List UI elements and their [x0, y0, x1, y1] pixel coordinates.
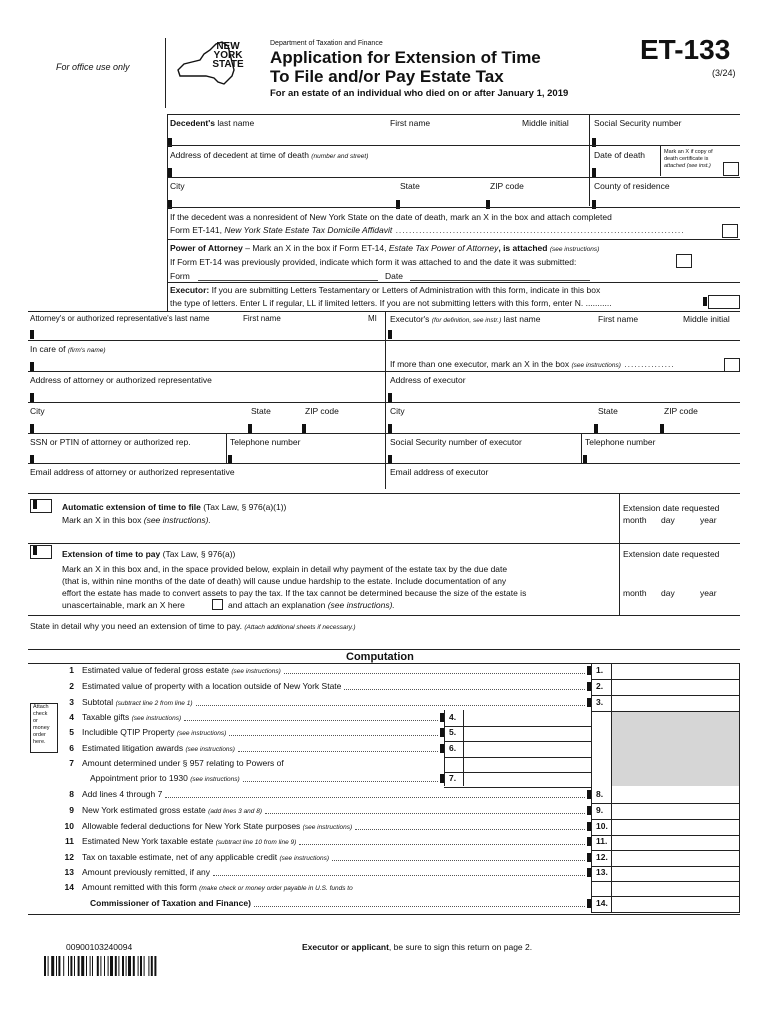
poa-checkbox[interactable] — [676, 254, 692, 268]
decedent-zip-label: ZIP code — [490, 181, 524, 191]
unascertainable-checkbox[interactable] — [212, 599, 223, 610]
nonresident-line2: Form ET-141, New York State Estate Tax Domicile Affidavit ...................................................................................... — [170, 225, 685, 235]
barcode-bar — [126, 956, 127, 976]
executor-first-name-label: First name — [598, 314, 639, 324]
computation-line — [58, 898, 251, 908]
attorney-zip-label: ZIP code — [305, 406, 339, 416]
barcode-bar — [74, 956, 75, 976]
line-note: (add lines 3 and 8) — [208, 808, 262, 815]
amount-input-line-14[interactable] — [613, 897, 737, 911]
attorney-first-name-label: First name — [243, 314, 281, 323]
barcode-bar — [138, 956, 139, 976]
amount-input-line-12[interactable] — [613, 851, 737, 865]
amount-input-line-10[interactable] — [613, 820, 737, 834]
line-number: 11 — [65, 836, 74, 846]
executor-zip-label: ZIP code — [664, 406, 698, 416]
barcode-bar — [86, 956, 87, 976]
form-number: ET-133 — [640, 34, 731, 65]
dot-leader — [332, 860, 585, 861]
form-subtitle: For an estate of an individual who died on or after January 1, 2019 — [270, 88, 569, 99]
line-note: (make check or money order payable in U.S. funds to — [199, 885, 353, 892]
barcode-bar — [81, 956, 84, 976]
amount-input-line-8[interactable] — [613, 788, 737, 802]
letters-type-input[interactable] — [708, 295, 740, 309]
line-text: Appointment prior to 1930 — [90, 773, 191, 783]
line-box-number: 2. — [596, 681, 604, 691]
barcode-bar — [100, 956, 101, 976]
extension-pay-line3: effort the estate has made to convert assets to pay the tax. If the tax cannot be determined because the size of the estate is — [62, 588, 527, 598]
barcode-bar — [144, 956, 145, 976]
dot-leader — [265, 813, 585, 814]
line-text: Amount remitted with this form — [82, 882, 200, 892]
dot-leader — [299, 844, 585, 845]
extension-pay-date-label: Extension date requested — [623, 549, 720, 559]
barcode-bar — [48, 956, 49, 976]
dot-leader — [284, 673, 585, 674]
computation-line — [58, 681, 341, 691]
field-marker — [587, 822, 591, 831]
executor-ssn-label: Social Security number of executor — [390, 437, 522, 447]
barcode-bar — [92, 956, 93, 976]
line-note: (subtract line 2 from line 1) — [115, 700, 193, 707]
decedent-name-input[interactable] — [170, 132, 585, 144]
executor-last-name-label: Executor's (for definition, see instr.) last name — [390, 314, 541, 324]
line-text: Add lines 4 through 7 — [82, 789, 163, 799]
attorney-name-input[interactable] — [32, 326, 382, 338]
field-marker — [587, 806, 591, 815]
row-divider — [591, 881, 739, 882]
decedent-address-label: Address of decedent at time of death (number and street) — [170, 150, 369, 160]
poa-form-input[interactable] — [198, 280, 378, 281]
barcode-bar — [122, 956, 124, 976]
computation-line — [58, 867, 210, 877]
nonresident-checkbox[interactable] — [722, 224, 738, 238]
extension-pay-line4: unascertainable, mark an X here — [62, 600, 185, 610]
executor-letters-line2: the type of letters. Enter L if regular, LL if limited letters. If you are not submitting letters with this form, enter N. ........... — [170, 298, 612, 308]
extension-file-day-label: day — [661, 515, 675, 525]
barcode-bar — [154, 956, 156, 976]
barcode-bar — [104, 956, 105, 976]
department-name: Department of Taxation and Finance — [270, 40, 383, 47]
computation-line — [58, 836, 296, 846]
amount-input-line-7[interactable] — [465, 772, 589, 786]
decedent-first-name-label: First name — [390, 118, 431, 128]
dot-leader — [229, 735, 438, 736]
barcode-bar — [78, 956, 80, 976]
line-text: Estimated New York taxable estate — [82, 836, 216, 846]
line-note: (see instructions) — [231, 668, 281, 675]
amount-input-line-3[interactable] — [613, 696, 737, 710]
line-number: 6 — [69, 743, 74, 753]
state-detail-label: State in detail why you need an extension of time to pay. (Attach additional sheets if necessary.) — [30, 621, 356, 631]
barcode — [44, 956, 196, 976]
dot-leader — [243, 781, 438, 782]
executor-state-label: State — [598, 406, 618, 416]
row-divider — [591, 912, 739, 913]
form-revision: (3/24) — [712, 68, 736, 78]
barcode-bar — [151, 956, 153, 976]
line-note: (see instructions) — [176, 730, 227, 737]
line-note: (see instructions) — [131, 715, 182, 722]
extension-pay-line1: Mark an X in this box and, in the space provided below, explain in detail why payment of the estate tax by the due date — [62, 564, 508, 574]
barcode-bar — [115, 956, 117, 976]
field-marker — [587, 682, 591, 691]
attach-payment-note: Attach check or money order here. — [30, 703, 58, 753]
barcode-bar — [128, 956, 131, 976]
line-box-number: 13. — [596, 867, 608, 877]
ny-state-logo: NEW YORK STATE — [170, 40, 250, 88]
office-use-label: For office use only — [56, 62, 130, 72]
attorney-address-label: Address of attorney or authorized representative — [30, 375, 212, 385]
attorney-state-label: State — [251, 406, 271, 416]
line-note: (see instructions) — [185, 746, 235, 753]
amount-input-line-9[interactable] — [613, 804, 737, 818]
row-divider — [444, 757, 591, 758]
date-of-death-label: Date of death — [594, 150, 646, 160]
in-care-of-label: In care of (firm's name) — [30, 344, 106, 354]
line-text: Allowable federal deductions for New York State purposes — [82, 821, 303, 831]
executor-address-label: Address of executor — [390, 375, 466, 385]
poa-form-label: Form — [170, 271, 190, 281]
field-marker — [587, 837, 591, 846]
line-box-number: 12. — [596, 852, 608, 862]
field-marker — [587, 899, 591, 908]
barcode-bar — [148, 956, 149, 976]
line-number: 3 — [69, 697, 74, 707]
line-number: 2 — [69, 681, 74, 691]
line-text: New York estimated gross estate — [82, 805, 209, 815]
line-text: Subtotal — [82, 697, 116, 707]
line-note: (see instructions) — [302, 824, 353, 831]
amount-input-line-1[interactable] — [613, 664, 737, 678]
decedent-ssn-label: Social Security number — [594, 118, 682, 128]
executor-middle-initial-label: Middle initial — [683, 314, 730, 324]
computation-line — [58, 758, 284, 768]
dot-leader — [355, 829, 585, 830]
nonresident-line1: If the decedent was a nonresident of New York State on the date of death, mark an X in the box and attach completed — [170, 212, 612, 222]
extension-pay-line2: (that is, within nine months of the date of death) will cause undue hardship to the estate. Include documentation of any — [62, 576, 507, 586]
poa-date-input[interactable] — [410, 280, 590, 281]
barcode-bar — [68, 956, 69, 976]
decedent-city-label: City — [170, 181, 185, 191]
field-marker — [587, 853, 591, 862]
amount-input-line-2[interactable] — [613, 680, 737, 694]
form-title-line2: To File and/or Pay Estate Tax — [270, 67, 504, 86]
executor-name-input[interactable] — [390, 326, 735, 338]
decedent-city-input[interactable] — [170, 192, 585, 204]
barcode-number: 00900103240094 — [66, 942, 133, 952]
line-box-number: 6. — [449, 743, 457, 753]
line-number: 9 — [69, 805, 74, 815]
row-divider — [591, 711, 739, 712]
line-number: 4 — [69, 712, 74, 722]
line-box-number: 1. — [596, 665, 604, 675]
barcode-bar — [56, 956, 57, 976]
barcode-bar — [58, 956, 60, 976]
computation-line — [58, 789, 162, 799]
decedent-address-input[interactable] — [170, 162, 585, 174]
barcode-bar — [51, 956, 54, 976]
computation-line — [58, 805, 262, 815]
extension-file-year-label: year — [700, 515, 717, 525]
line-box-number: 11. — [596, 836, 608, 846]
line-box-number: 3. — [596, 697, 604, 707]
computation-line — [58, 697, 193, 707]
line-number: 13 — [64, 867, 74, 877]
executor-phone-label: Telephone number — [585, 437, 656, 447]
computation-line — [58, 821, 352, 831]
line-text: Commissioner of Taxation and Finance) — [90, 898, 251, 908]
extension-pay-year-label: year — [700, 588, 717, 598]
dot-leader — [344, 689, 585, 690]
line-text: Estimated value of property with a location outside of New York State — [82, 681, 342, 691]
computation-line — [58, 743, 235, 753]
line-number: 8 — [69, 789, 74, 799]
line-text: Amount determined under § 957 relating to Powers of — [82, 758, 284, 768]
extension-pay-title: Extension of time to pay (Tax Law, § 976(a)) — [62, 549, 236, 559]
barcode-bar — [44, 956, 46, 976]
more-than-one-executor-label: If more than one executor, mark an X in the box (see instructions) ............... — [390, 359, 675, 369]
dot-leader — [165, 797, 585, 798]
field-marker — [587, 868, 591, 877]
attorney-mi-label: MI — [368, 314, 377, 323]
line-number: 10 — [64, 821, 74, 831]
form-title-line1: Application for Extension of Time — [270, 48, 541, 67]
barcode-bar — [108, 956, 109, 976]
executor-city-label: City — [390, 406, 405, 416]
amount-input-line-4[interactable] — [465, 711, 589, 725]
computation-line — [58, 727, 226, 737]
dot-leader — [213, 875, 585, 876]
amount-input-line-13[interactable] — [613, 866, 737, 880]
line-text: Taxable gifts — [82, 712, 132, 722]
executor-letters-line1: Executor: If you are submitting Letters Testamentary or Letters of Administration with this form, indicate in this box — [170, 285, 601, 295]
attorney-email-label: Email address of attorney or authorized representative — [30, 467, 235, 477]
decedent-ssn-input[interactable] — [596, 132, 736, 144]
computation-line — [58, 852, 329, 862]
amount-input-line-5[interactable] — [465, 726, 589, 740]
computation-line — [58, 712, 181, 722]
more-than-one-executor-checkbox[interactable] — [724, 358, 740, 372]
poa-line2: If Form ET-14 was previously provided, indicate which form it was attached to and the date it was submitted: — [170, 257, 577, 267]
barcode-bar — [70, 956, 72, 976]
computation-title: Computation — [346, 651, 414, 663]
field-marker — [587, 698, 591, 707]
barcode-bar — [63, 956, 64, 976]
field-marker — [587, 790, 591, 799]
line-box-number: 10. — [596, 821, 608, 831]
line-number: 7 — [69, 758, 74, 768]
decedent-middle-initial-label: Middle initial — [522, 118, 569, 128]
line-box-number: 14. — [596, 898, 608, 908]
line-box-number: 5. — [449, 727, 457, 737]
line-note: (see instructions) — [190, 776, 240, 783]
extension-pay-line4-end: and attach an explanation (see instructions). — [228, 600, 395, 610]
dot-leader — [238, 751, 438, 752]
barcode-bar — [133, 956, 135, 976]
attorney-phone-label: Telephone number — [230, 437, 301, 447]
hardship-explanation-input[interactable] — [30, 632, 738, 647]
barcode-bar — [118, 956, 119, 976]
executor-email-label: Email address of executor — [390, 467, 489, 477]
dot-leader — [184, 720, 438, 721]
computation-line — [58, 665, 281, 675]
barcode-bar — [140, 956, 142, 976]
amount-input-line-6[interactable] — [465, 742, 589, 756]
line-box-number: 8. — [596, 789, 604, 799]
extension-pay-month-label: month — [623, 588, 647, 598]
line-text: Estimated value of federal gross estate — [82, 665, 232, 675]
barcode-bar — [110, 956, 113, 976]
extension-file-date-label: Extension date requested — [623, 503, 720, 513]
line-box-number: 7. — [449, 773, 457, 783]
decedent-last-name-label: Decedent's last name — [170, 118, 255, 128]
line-text: Estimated litigation awards — [82, 743, 186, 753]
field-marker — [587, 666, 591, 675]
barcode-bar — [90, 956, 91, 976]
line-box-number: 9. — [596, 805, 604, 815]
dot-leader — [196, 705, 585, 706]
amount-input-line-11[interactable] — [613, 835, 737, 849]
attorney-ssn-label: SSN or PTIN of attorney or authorized rep. — [30, 437, 191, 447]
death-certificate-note: Mark an X if copy of death certificate is attached (see inst.) — [664, 149, 713, 169]
computation-line — [58, 882, 353, 892]
line-text: Amount previously remitted, if any — [82, 867, 211, 877]
line-note: (see instructions) — [279, 855, 330, 862]
dot-leader — [254, 906, 585, 907]
line-box-number: 4. — [449, 712, 457, 722]
death-certificate-checkbox[interactable] — [723, 162, 739, 176]
barcode-bar — [97, 956, 99, 976]
extension-file-instruction: Mark an X in this box (see instructions). — [62, 515, 211, 525]
attorney-last-name-label: Attorney's or authorized representative's last name — [30, 314, 210, 323]
line-number: 5 — [69, 727, 74, 737]
extension-file-title: Automatic extension of time to file (Tax Law, § 976(a)(1)) — [62, 502, 287, 512]
line-number: 12 — [64, 852, 74, 862]
poa-line1: Power of Attorney – Mark an X in the box if Form ET-14, Estate Tax Power of Attorney, is attached (see instructions) — [170, 243, 600, 253]
line-number: 1 — [69, 665, 74, 675]
sign-reminder: Executor or applicant, be sure to sign this return on page 2. — [302, 942, 533, 952]
row-divider — [444, 787, 591, 788]
extension-file-month-label: month — [623, 515, 647, 525]
extension-pay-day-label: day — [661, 588, 675, 598]
shaded-area — [612, 711, 739, 786]
line-number: 14 — [64, 882, 74, 892]
computation-line — [58, 773, 240, 783]
line-text: Tax on taxable estimate, net of any applicable credit — [82, 852, 280, 862]
decedent-state-label: State — [400, 181, 420, 191]
line-note: (subtract line 10 from line 9) — [215, 839, 297, 846]
poa-date-label: Date — [385, 271, 403, 281]
line-text: Includible QTIP Property — [82, 727, 177, 737]
county-label: County of residence — [594, 181, 670, 191]
attorney-city-label: City — [30, 406, 45, 416]
